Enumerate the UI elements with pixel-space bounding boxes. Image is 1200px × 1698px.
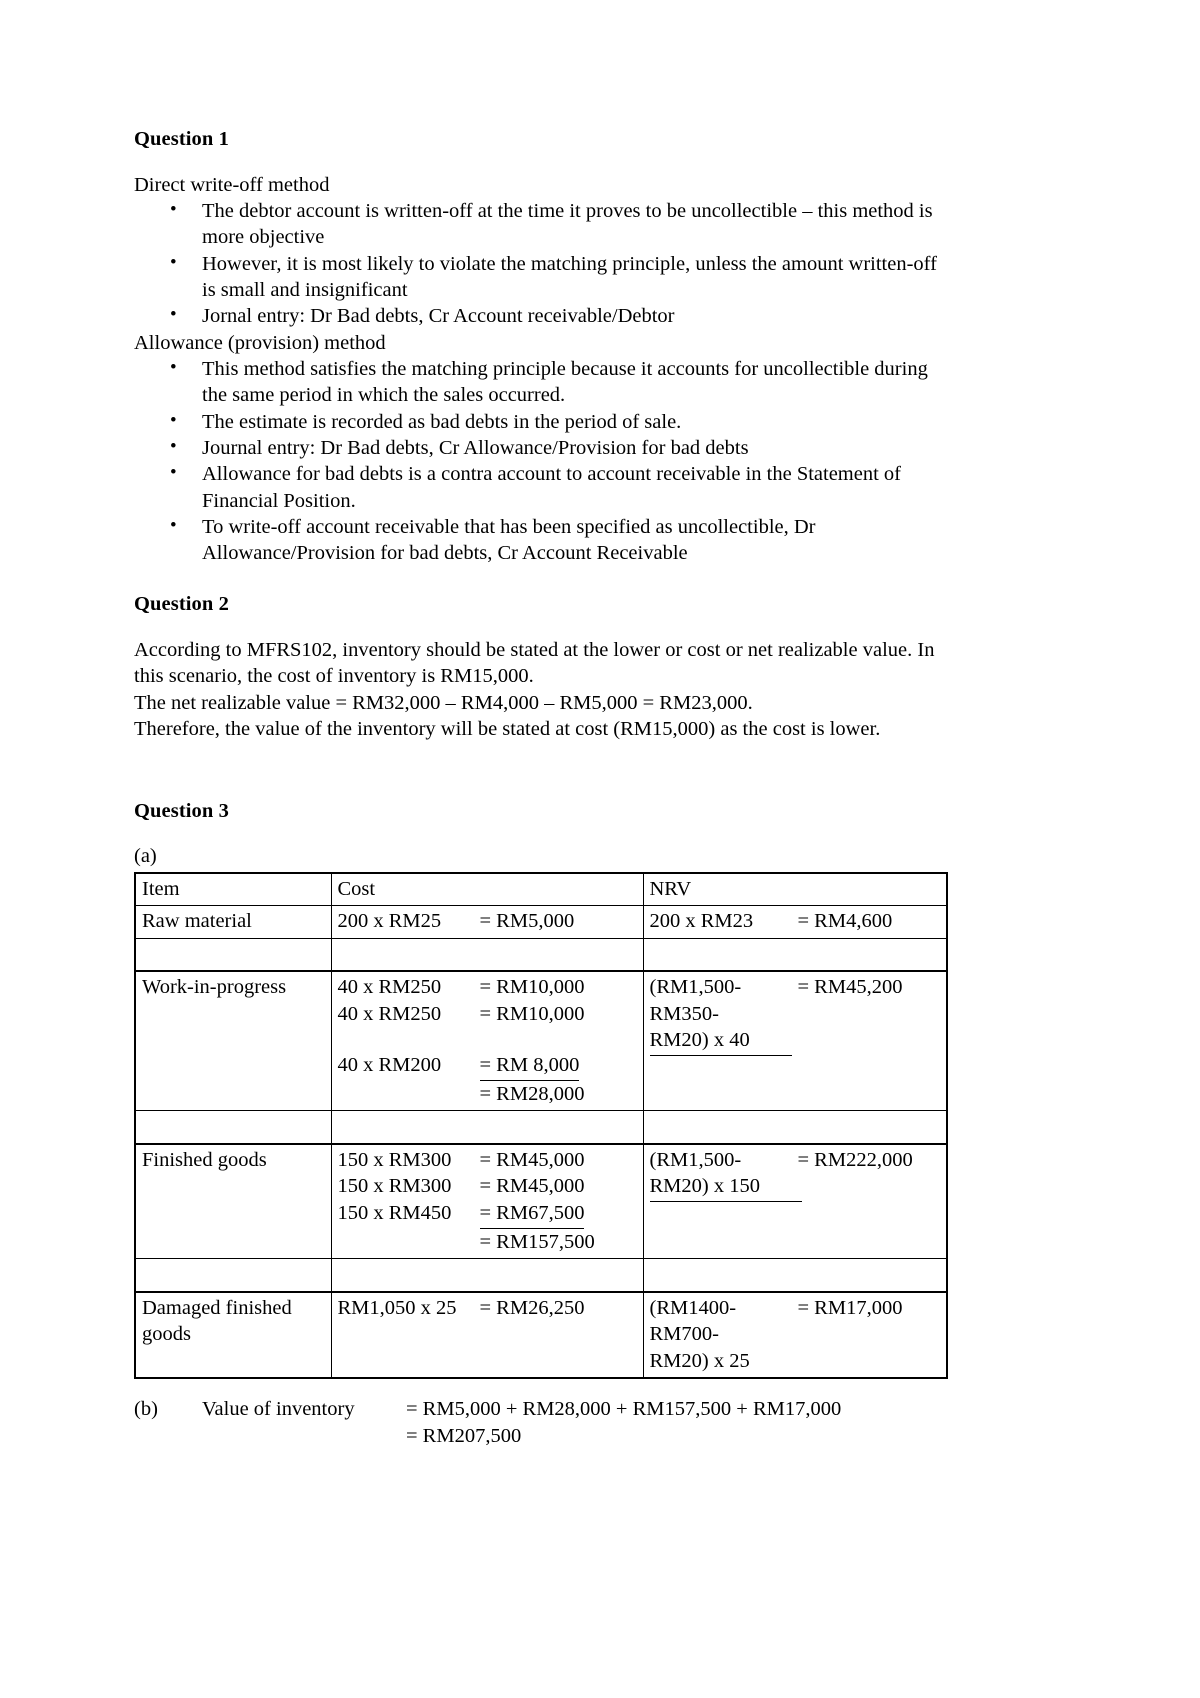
part-b-total: = RM207,500 [406,1424,522,1447]
nrv-line [650,1295,947,1322]
table-row [135,906,947,939]
table-row [135,971,947,1111]
nrv-expr: (RM1,500- [649,1148,742,1171]
cost-line [338,1147,643,1174]
cost-line [338,1295,643,1322]
list-item: • The estimate is recorded as bad debts in the period of sale. [134,409,946,435]
nrv-expr-underlined: RM20) x 40 [650,1027,792,1056]
nrv-expr: RM350- [649,1002,719,1025]
cost-line [338,1200,643,1229]
spacer-cell [643,1259,947,1292]
nrv-expr: RM700- [649,1323,719,1346]
spacer-cell [643,938,947,971]
table-spacer-row [135,938,947,971]
nrv-expr: (RM1,500- [649,976,742,999]
inventory-table [134,872,948,1380]
cell-cost [331,906,643,939]
direct-writeoff-bullets [134,198,946,330]
question-2-line-3: Therefore, the value of the inventory will be stated at cost (RM15,000) as the cost is lower. [134,718,881,741]
cost-expr: 40 x RM250 [337,1002,442,1025]
nrv-expr: RM20) x 25 [649,1349,750,1372]
cost-total-line [338,1081,643,1108]
cell-nrv [643,1292,947,1379]
list-item: • Journal entry: Dr Bad debts, Cr Allowance/Provision for bad debts [134,435,946,461]
nrv-line [650,1147,947,1174]
cost-expr [338,1081,480,1108]
document-body [134,128,946,1450]
part-b-block [134,1396,946,1449]
list-item: • The debtor account is written-off at the time it proves to be uncollectible – this method is more objective [134,198,946,251]
list-item: • This method satisfies the matching principle because it accounts for uncollectible during the same period in which the sales occurred. [134,356,946,409]
cell-cost [331,1292,643,1379]
cost-total-line [338,1229,643,1256]
spacer-cell [331,938,643,971]
part-b-label: (b) [134,1398,158,1421]
spacer-cell [135,1259,331,1292]
nrv-line [650,1173,947,1202]
allowance-method-label: Allowance (provision) method [134,331,386,354]
nrv-line [650,1001,947,1028]
cell-cost [331,1144,643,1259]
part-b-title: Value of inventory [202,1398,355,1421]
cost-expr: 40 x RM250 [337,976,442,999]
cost-line [338,908,643,935]
allowance-method-bullets [134,356,946,567]
cost-value: = RM10,000 [479,1002,585,1025]
part-b-line-1 [134,1396,946,1423]
cell-item: Damaged finished goods [135,1292,331,1379]
spacer-cell [135,1111,331,1144]
table-row [135,1292,947,1379]
spacer-cell [331,1259,643,1292]
cost-value-underlined: = RM67,500 [480,1200,585,1229]
cost-expr: 200 x RM25 [337,910,442,933]
cost-line [338,974,643,1001]
question-3-heading: Question 3 [134,800,229,823]
nrv-expr-underlined: RM20) x 150 [650,1173,802,1202]
column-header-nrv: NRV [643,873,947,906]
table-spacer-row [135,1111,947,1144]
cell-nrv [643,971,947,1111]
nrv-blank-line [650,1227,947,1252]
cell-item: Finished goods [135,1144,331,1259]
spacer-cell [135,938,331,971]
nrv-value: = RM17,000 [797,1296,903,1319]
list-item: • However, it is most likely to violate the matching principle, unless the amount written-off is small and insignificant [134,251,946,304]
nrv-line [650,974,947,1001]
cost-total-value: = RM28,000 [479,1082,585,1105]
cost-value: = RM45,000 [479,1175,585,1198]
cost-value: = RM10,000 [479,976,585,999]
question-2-line-1: According to MFRS102, inventory should be stated at the lower or cost or net realizable value. In this scenario, the cost of inventory is RM15,000. [134,639,935,688]
table-row [135,1144,947,1259]
cost-blank-line [338,1027,643,1052]
list-item: • Jornal entry: Dr Bad debts, Cr Account receivable/Debtor [134,303,946,329]
cost-expr: 150 x RM450 [337,1201,452,1224]
cost-expr [338,1229,480,1256]
question-2-heading: Question 2 [134,593,229,616]
cell-nrv [643,906,947,939]
spacer-cell [643,1111,947,1144]
nrv-blank-line [650,1056,947,1081]
cost-expr: 40 x RM200 [337,1054,442,1077]
nrv-value: = RM222,000 [797,1148,913,1171]
cost-expr: 150 x RM300 [337,1148,452,1171]
nrv-expr: (RM1400- [649,1296,737,1319]
list-item: • Allowance for bad debts is a contra account to account receivable in the Statement of Financial Position. [134,461,946,514]
column-header-cost: Cost [331,873,643,906]
cost-value: = RM5,000 [479,910,575,933]
nrv-blank-line [650,1202,947,1227]
cost-line [338,1001,643,1028]
direct-writeoff-label: Direct write-off method [134,173,330,196]
cost-value: = RM26,250 [479,1296,585,1319]
cost-line [338,1052,643,1081]
nrv-line [650,1348,947,1375]
part-b-line-2 [134,1423,946,1450]
nrv-expr: 200 x RM23 [649,910,754,933]
cost-line [338,1173,643,1200]
table-spacer-row [135,1259,947,1292]
question-2-line-2: The net realizable value = RM32,000 – RM4,000 – RM5,000 = RM23,000. [134,691,753,714]
nrv-line [650,908,947,935]
part-a-label: (a) [134,844,157,867]
column-header-item: Item [135,873,331,906]
cost-expr: 150 x RM300 [337,1175,452,1198]
question-1-heading: Question 1 [134,128,229,150]
cost-total-value: = RM157,500 [479,1230,595,1253]
table-header-row [135,873,947,906]
nrv-value: = RM45,200 [797,976,903,999]
spacer-cell [331,1111,643,1144]
cost-expr: RM1,050 x 25 [337,1296,457,1319]
cost-value: = RM45,000 [479,1148,585,1171]
nrv-line [650,1027,947,1056]
part-b-sum: = RM5,000 + RM28,000 + RM157,500 + RM17,000 [406,1398,842,1421]
list-item: • To write-off account receivable that has been specified as uncollectible, Dr Allowance/Provision for bad debts, Cr Account Receivable [134,514,946,567]
cost-value-underlined: = RM 8,000 [480,1052,580,1081]
cell-nrv [643,1144,947,1259]
cell-item: Work-in-progress [135,971,331,1111]
nrv-line [650,1321,947,1348]
nrv-value: = RM4,600 [797,910,893,933]
cell-item: Raw material [135,906,331,939]
cell-cost [331,971,643,1111]
